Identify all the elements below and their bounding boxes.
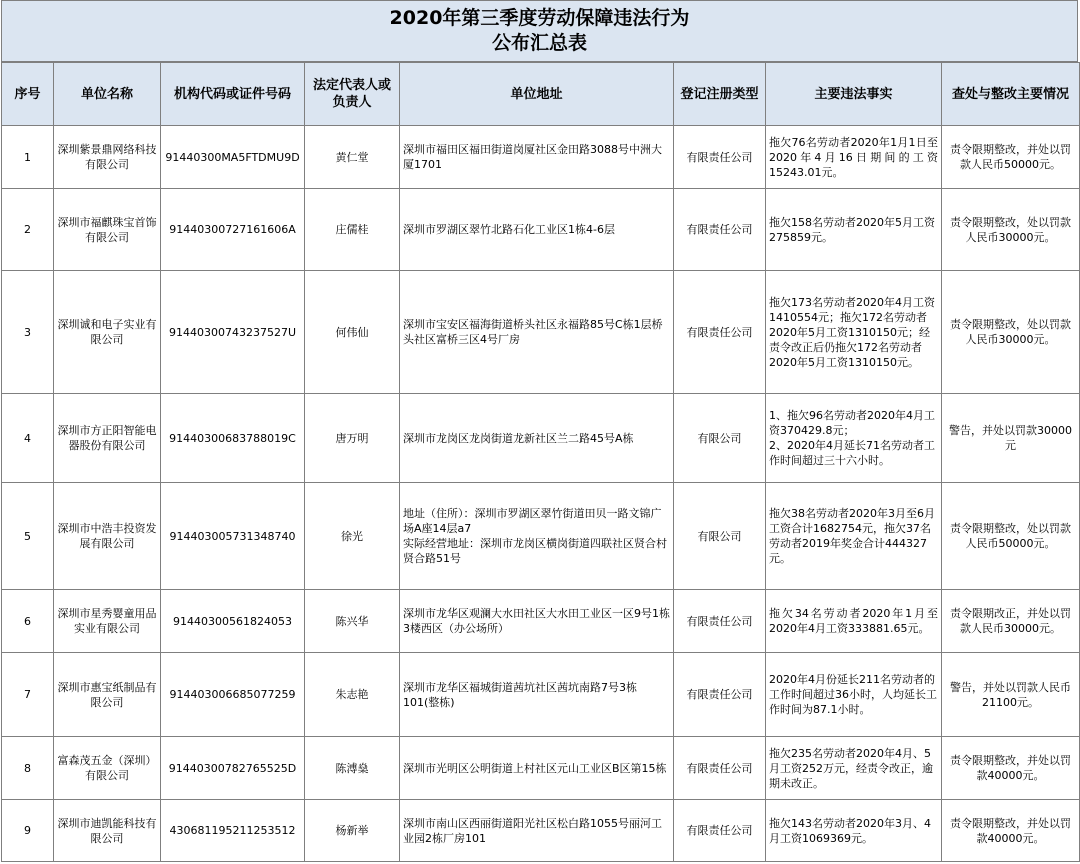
table-row xyxy=(2,800,1080,862)
header-name[interactable]: 单位名称 xyxy=(54,63,161,126)
fact-line: 1、拖欠96名劳动者2020年4月工资370429.8元； xyxy=(769,409,935,437)
header-rep[interactable]: 法定代表人或负责人 xyxy=(305,63,400,126)
cell-addr[interactable]: 深圳市南山区西丽街道阳光社区松白路1055号丽河工业园2栋厂房101 xyxy=(400,800,674,862)
cell-penalty[interactable]: 责令限期改正，并处以罚款人民币30000元。 xyxy=(942,590,1080,653)
cell-penalty[interactable]: 责令限期整改，处以罚款人民币30000元。 xyxy=(942,189,1080,271)
title-line-1: 2020年第三季度劳动保障违法行为 xyxy=(389,7,690,29)
cell-type[interactable]: 有限责任公司 xyxy=(674,271,766,394)
cell-penalty[interactable]: 责令限期整改，并处以罚款40000元。 xyxy=(942,800,1080,862)
table-title xyxy=(1,0,1078,62)
table-row xyxy=(2,590,1080,653)
cell-code[interactable]: 91440300MA5FTDMU9D xyxy=(161,126,305,189)
cell-penalty[interactable]: 责令限期整改，处以罚款人民币30000元。 xyxy=(942,271,1080,394)
cell-fact[interactable]: 拖欠38名劳动者2020年3月至6月工资合计1682754元，拖欠37名劳动者2019年奖金合计444327元。 xyxy=(766,483,942,590)
cell-addr[interactable]: 深圳市光明区公明街道上村社区元山工业区B区第15栋 xyxy=(400,737,674,800)
cell-code[interactable]: 914403005731348740 xyxy=(161,483,305,590)
cell-seq[interactable]: 3 xyxy=(2,271,54,394)
cell-name[interactable]: 深圳紫景鼎网络科技有限公司 xyxy=(54,126,161,189)
cell-seq[interactable]: 9 xyxy=(2,800,54,862)
header-row xyxy=(2,63,1080,126)
cell-name[interactable]: 深圳市星秀婴童用品实业有限公司 xyxy=(54,590,161,653)
cell-fact[interactable]: 2020年4月份延长211名劳动者的工作时间超过36小时，人均延长工作时间为87.1小时。 xyxy=(766,653,942,737)
cell-seq[interactable]: 4 xyxy=(2,394,54,483)
cell-penalty[interactable]: 警告，并处以罚款30000元 xyxy=(942,394,1080,483)
cell-fact[interactable]: 拖欠173名劳动者2020年4月工资1410554元；拖欠172名劳动者2020年5月工资1310150元；经责令改正后仍拖欠172名劳动者2020年5月工资1310150元。 xyxy=(766,271,942,394)
header-code[interactable]: 机构代码或证件号码 xyxy=(161,63,305,126)
cell-type[interactable]: 有限责任公司 xyxy=(674,590,766,653)
cell-fact[interactable] xyxy=(766,394,942,483)
cell-rep[interactable]: 黄仁堂 xyxy=(305,126,400,189)
cell-type[interactable]: 有限公司 xyxy=(674,394,766,483)
cell-name[interactable]: 深圳市方正阳智能电器股份有限公司 xyxy=(54,394,161,483)
cell-type[interactable]: 有限责任公司 xyxy=(674,653,766,737)
cell-type[interactable]: 有限责任公司 xyxy=(674,737,766,800)
cell-fact[interactable]: 拖欠235名劳动者2020年4月、5月工资252万元，经责令改正，逾期未改正。 xyxy=(766,737,942,800)
addr-line: 地址（住所）：深圳市罗湖区翠竹街道田贝一路文锦广场A座14层a7 xyxy=(403,507,662,535)
cell-addr[interactable] xyxy=(400,483,674,590)
cell-addr[interactable]: 深圳市龙岗区龙岗街道龙新社区兰二路45号A栋 xyxy=(400,394,674,483)
cell-rep[interactable]: 何伟仙 xyxy=(305,271,400,394)
cell-seq[interactable]: 1 xyxy=(2,126,54,189)
header-fact[interactable]: 主要违法事实 xyxy=(766,63,942,126)
cell-name[interactable]: 深圳市迪凯能科技有限公司 xyxy=(54,800,161,862)
addr-line: 实际经营地址：深圳市龙岗区横岗街道四联社区贤合村贤合路51号 xyxy=(403,537,667,565)
cell-fact[interactable]: 拖欠158名劳动者2020年5月工资275859元。 xyxy=(766,189,942,271)
cell-fact[interactable]: 拖欠143名劳动者2020年3月、4月工资1069369元。 xyxy=(766,800,942,862)
cell-seq[interactable]: 7 xyxy=(2,653,54,737)
cell-penalty[interactable]: 责令限期整改，并处以罚款40000元。 xyxy=(942,737,1080,800)
cell-fact[interactable]: 拖欠76名劳动者2020年1月1日至2020年4月16日期间的工资15243.01元。 xyxy=(766,126,942,189)
cell-addr[interactable]: 深圳市罗湖区翠竹北路石化工业区1栋4-6层 xyxy=(400,189,674,271)
cell-rep[interactable]: 陈兴华 xyxy=(305,590,400,653)
cell-addr[interactable]: 深圳市宝安区福海街道桥头社区永福路85号C栋1层桥头社区富桥三区4号厂房 xyxy=(400,271,674,394)
cell-rep[interactable]: 庄儒桂 xyxy=(305,189,400,271)
cell-addr[interactable]: 深圳市龙华区观澜大水田社区大水田工业区一区9号1栋3楼西区（办公场所） xyxy=(400,590,674,653)
fact-line: 2、2020年4月延长71名劳动者工作时间超过三十六小时。 xyxy=(769,439,935,467)
table-row xyxy=(2,189,1080,271)
header-addr[interactable]: 单位地址 xyxy=(400,63,674,126)
cell-type[interactable]: 有限公司 xyxy=(674,483,766,590)
cell-rep[interactable]: 徐光 xyxy=(305,483,400,590)
cell-penalty[interactable]: 警告，并处以罚款人民币21100元。 xyxy=(942,653,1080,737)
cell-penalty[interactable]: 责令限期整改，并处以罚款人民币50000元。 xyxy=(942,126,1080,189)
cell-code[interactable]: 914403006685077259 xyxy=(161,653,305,737)
cell-seq[interactable]: 5 xyxy=(2,483,54,590)
table-row xyxy=(2,271,1080,394)
table-row xyxy=(2,394,1080,483)
cell-code[interactable]: 91440300727161606A xyxy=(161,189,305,271)
cell-code[interactable]: 430681195211253512 xyxy=(161,800,305,862)
table-row xyxy=(2,737,1080,800)
cell-type[interactable]: 有限责任公司 xyxy=(674,189,766,271)
cell-type[interactable]: 有限责任公司 xyxy=(674,126,766,189)
cell-name[interactable]: 深圳市中浩丰投资发展有限公司 xyxy=(54,483,161,590)
table-row xyxy=(2,653,1080,737)
cell-rep[interactable]: 朱志艳 xyxy=(305,653,400,737)
cell-seq[interactable]: 6 xyxy=(2,590,54,653)
cell-code[interactable]: 91440300743237527U xyxy=(161,271,305,394)
cell-addr[interactable]: 深圳市龙华区福城街道茜坑社区茜坑南路7号3栋101(整栋) xyxy=(400,653,674,737)
cell-name[interactable]: 深圳市福麒珠宝首饰有限公司 xyxy=(54,189,161,271)
cell-rep[interactable]: 唐万明 xyxy=(305,394,400,483)
header-type[interactable]: 登记注册类型 xyxy=(674,63,766,126)
cell-code[interactable]: 91440300683788019C xyxy=(161,394,305,483)
cell-name[interactable]: 深圳诚和电子实业有限公司 xyxy=(54,271,161,394)
cell-type[interactable]: 有限责任公司 xyxy=(674,800,766,862)
cell-rep[interactable]: 杨新举 xyxy=(305,800,400,862)
cell-seq[interactable]: 2 xyxy=(2,189,54,271)
table-row xyxy=(2,126,1080,189)
cell-penalty[interactable]: 责令限期整改，处以罚款人民币50000元。 xyxy=(942,483,1080,590)
header-penalty[interactable]: 查处与整改主要情况 xyxy=(942,63,1080,126)
table-row xyxy=(2,483,1080,590)
title-line-2: 公布汇总表 xyxy=(491,32,587,54)
cell-code[interactable]: 91440300561824053 xyxy=(161,590,305,653)
violations-table xyxy=(1,62,1080,862)
cell-name[interactable]: 深圳市惠宝纸制品有限公司 xyxy=(54,653,161,737)
cell-addr[interactable]: 深圳市福田区福田街道岗厦社区金田路3088号中洲大厦1701 xyxy=(400,126,674,189)
header-seq[interactable]: 序号 xyxy=(2,63,54,126)
cell-rep[interactable]: 陈溥燊 xyxy=(305,737,400,800)
cell-name[interactable]: 富森茂五金（深圳）有限公司 xyxy=(54,737,161,800)
cell-fact[interactable]: 拖欠34名劳动者2020年1月至2020年4月工资333881.65元。 xyxy=(766,590,942,653)
cell-code[interactable]: 91440300782765525D xyxy=(161,737,305,800)
cell-seq[interactable]: 8 xyxy=(2,737,54,800)
